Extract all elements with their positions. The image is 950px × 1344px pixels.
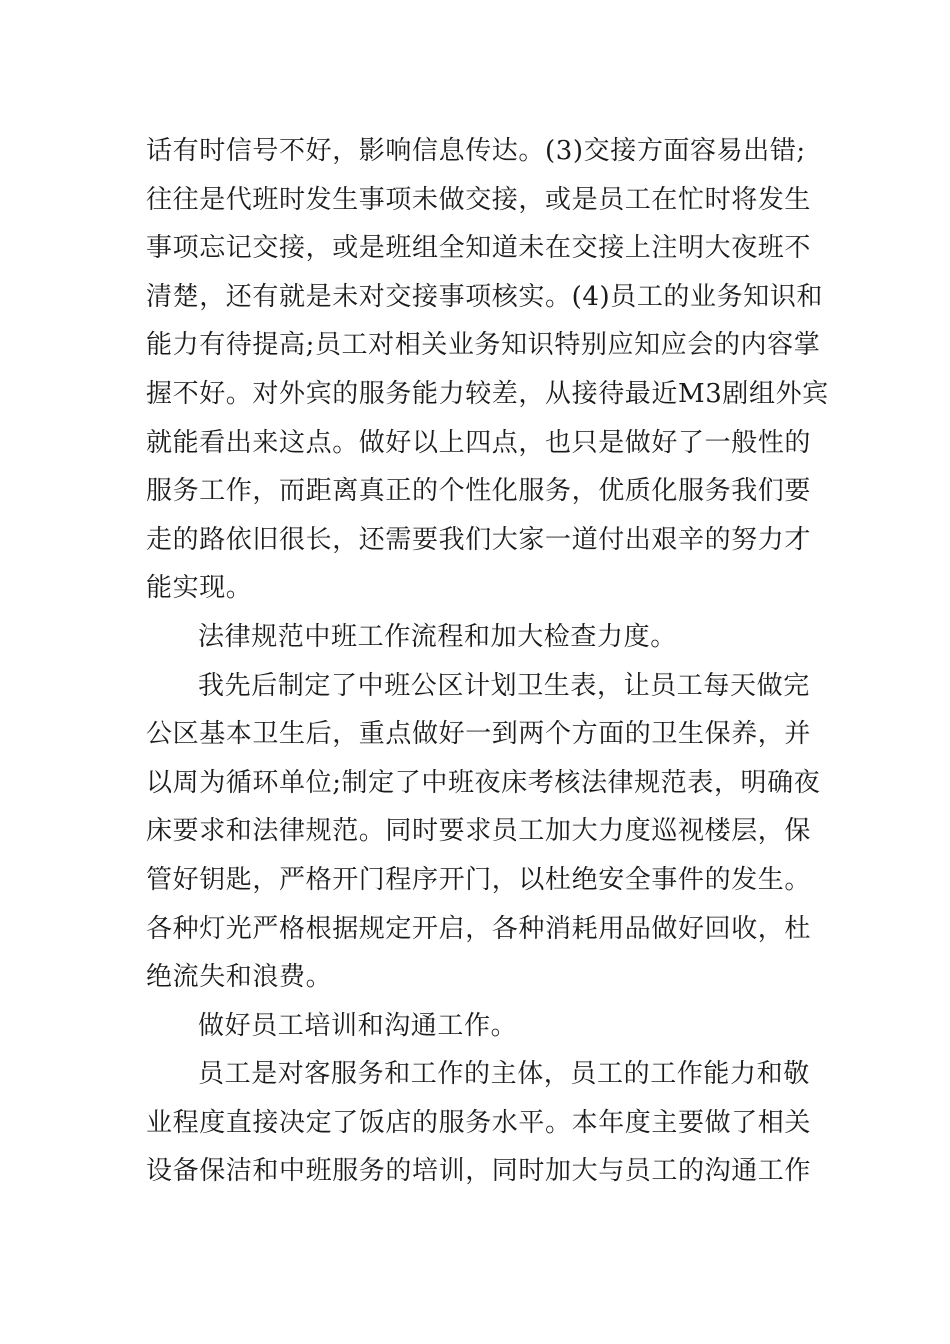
- text-line: 设备保洁和中班服务的培训，同时加大与员工的沟通工作: [146, 1156, 812, 1187]
- paragraph-5: [146, 1050, 811, 1196]
- text-line: 事项忘记交接，或是班组全知道未在交接上注明大夜班不: [146, 233, 812, 264]
- paragraph-4-section-heading: [146, 1002, 811, 1051]
- text-line: 能力有待提高;员工对相关业务知识特别应知应会的内容掌: [146, 330, 821, 361]
- paragraph-3: [146, 662, 821, 1002]
- text-line: 能实现。: [146, 573, 253, 604]
- text-line: 绝流失和浪费。: [146, 962, 333, 993]
- text-line: 管好钥匙，严格开门程序开门，以杜绝安全事件的发生。: [146, 864, 812, 895]
- text-line: 法律规范中班工作流程和加大检查力度。: [198, 621, 677, 652]
- text-line: 服务工作，而距离真正的个性化服务，优质化服务我们要: [146, 476, 812, 507]
- text-line: 握不好。对外宾的服务能力较差，从接待最近M3剧组外宾: [146, 378, 829, 409]
- text-line: 做好员工培训和沟通工作。: [198, 1010, 518, 1041]
- paragraph-1: [146, 127, 829, 613]
- text-line: 我先后制定了中班公区计划卫生表，让员工每天做完: [198, 670, 810, 701]
- text-line: 各种灯光严格根据规定开启，各种消耗用品做好回收，杜: [146, 913, 812, 944]
- paragraph-2-section-heading: [146, 613, 811, 662]
- text-line: 往往是代班时发生事项未做交接，或是员工在忙时将发生: [146, 184, 812, 215]
- text-line: 床要求和法律规范。同时要求员工加大力度巡视楼层，保: [146, 816, 812, 847]
- text-line: 公区基本卫生后，重点做好一到两个方面的卫生保养，并: [146, 719, 812, 750]
- text-line: 员工是对客服务和工作的主体，员工的工作能力和敬: [198, 1059, 810, 1090]
- text-line: 清楚，还有就是未对交接事项核实。(4)员工的业务知识和: [146, 281, 824, 312]
- text-line: 业程度直接决定了饭店的服务水平。本年度主要做了相关: [146, 1107, 812, 1138]
- document-body: [146, 127, 829, 1196]
- text-line: 走的路依旧很长，还需要我们大家一道付出艰辛的努力才: [146, 524, 812, 555]
- text-line: 以周为循环单位;制定了中班夜床考核法律规范表，明确夜: [146, 767, 821, 798]
- text-line: 就能看出来这点。做好以上四点，也只是做好了一般性的: [146, 427, 812, 458]
- text-line: 话有时信号不好，影响信息传达。(3)交接方面容易出错;: [146, 136, 806, 166]
